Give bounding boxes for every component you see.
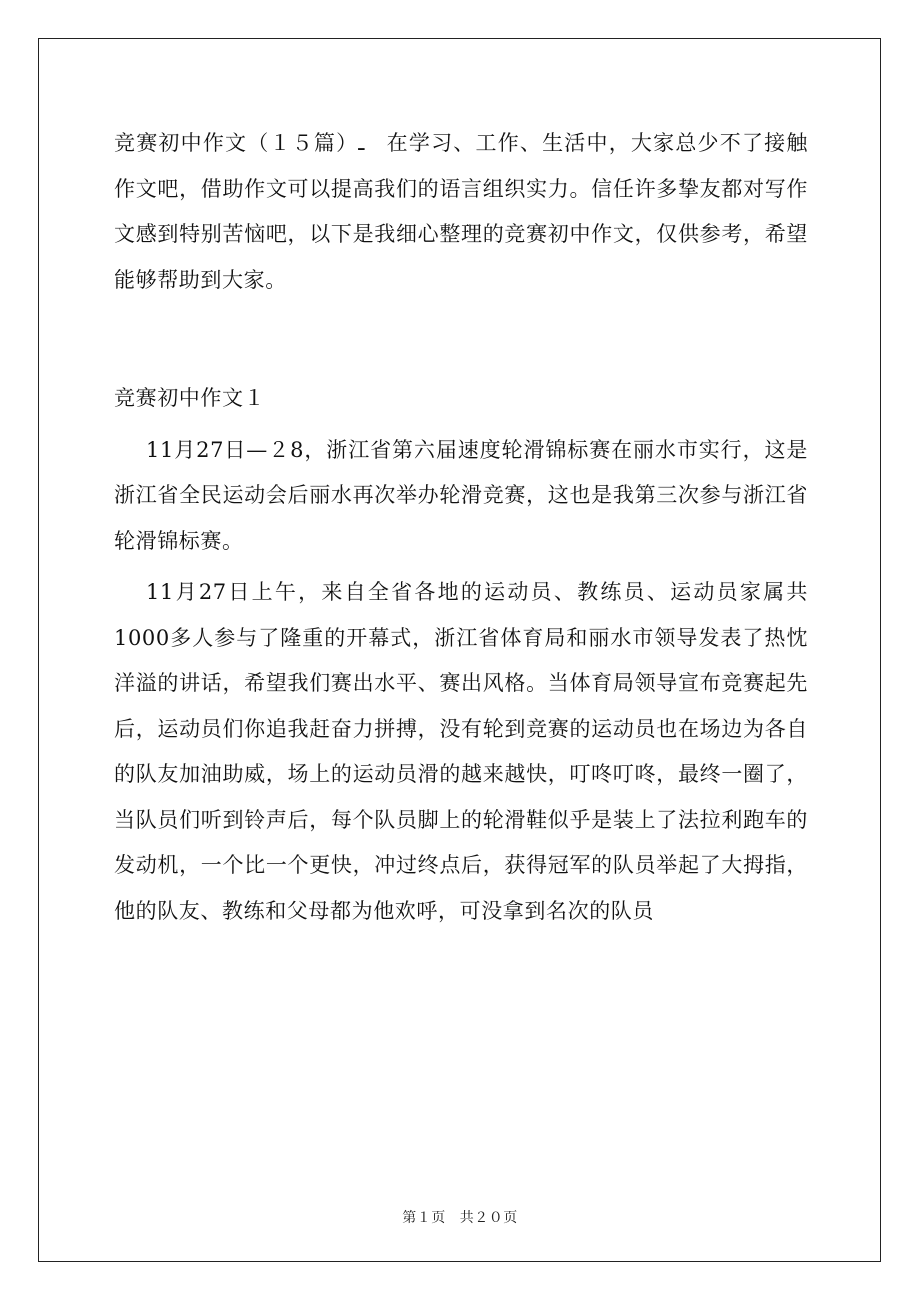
document-body [114,121,808,934]
body-paragraph: 11月27日—２8，浙江省第六届速度轮滑锦标赛在丽水市实行，这是浙江省全民运动会后丽水再次举办轮滑竞赛，这也是我第三次参与浙江省轮滑锦标赛。 [114,437,808,553]
page-total: 共２０页 [459,1210,518,1226]
body-paragraph: 11月27日上午，来自全省各地的运动员、教练员、运动员家属共1000多人参与了隆重的开幕式，浙江省体育局和丽水市领导发表了热忱洋溢的讲话，希望我们赛出水平、赛出风格。当体育局领导宣布竞赛起先后，运动员们你追我赶奋力拼搏，没有轮到竞赛的运动员也在场边为各自的队友加油助威，场上的运动员滑的越来越快，叮咚叮咚，最终一圈了，当队员们听到铃声后，每个队员脚上的轮滑鞋似乎是装上了法拉利跑车的发动机，一个比一个更快，冲过终点后，获得冠军的队员举起了大拇指，他的队友、教练和父母都为他欢呼，可没拿到名次的队员 [114,580,808,923]
intro-paragraph: 竞赛初中作文（１５篇）ـ 在学习、工作、生活中，大家总少不了接触作文吧，借助作文可以提高我们的语言组织实力。信任许多挚友都对写作文感到特别苦恼吧，以下是我细心整理的竞赛初中作文，仅供参考，希望能够帮助到大家。 [114,131,808,292]
page-footer [0,1207,920,1227]
section-title: 竞赛初中作文１ [114,386,266,410]
page-number: 第１页 [402,1210,446,1226]
